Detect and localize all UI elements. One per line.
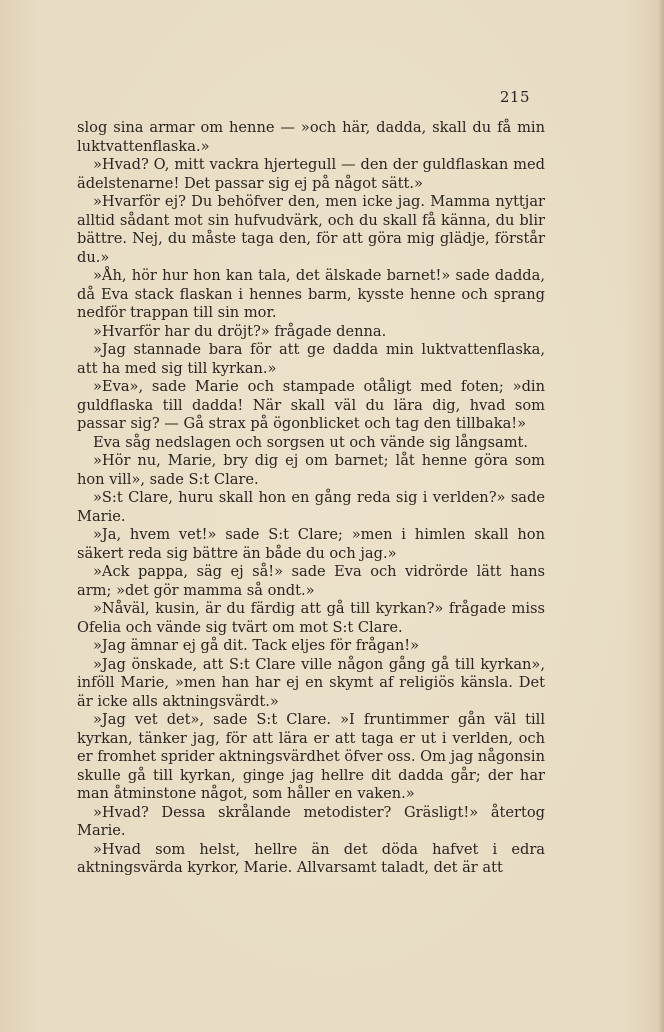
paragraph: »Eva», sade Marie och stampade otåligt med foten; »din guldflaska till dadda! När skall väl du lära dig, hvad som passar sig? — Gå strax på ögonblicket och tag den tillbaka!» bbox=[77, 378, 545, 432]
paragraph: »Hvad? Dessa skrålande metodister? Gräsligt!» återtog Marie. bbox=[77, 803, 545, 839]
paragraph: »Jag ämnar ej gå dit. Tack eljes för frågan!» bbox=[93, 637, 420, 654]
paragraph: »Hvarför ej? Du behöfver den, men icke jag. Mamma nyttjar alltid sådant mot sin hufvudvärk, och du skall få känna, du blir bättre. Nej, du måste taga den, för att göra mig glädje, förstår du.» bbox=[77, 193, 545, 266]
paragraph: »Nåväl, kusin, är du färdig att gå till kyrkan?» frågade miss Ofelia och vände sig tvärt om mot S:t Clare. bbox=[77, 600, 545, 636]
paragraph: slog sina armar om henne — »och här, dadda, skall du få min luktvattenflaska.» bbox=[77, 119, 545, 155]
paragraph: »Ack pappa, säg ej så!» sade Eva och vidrörde lätt hans arm; »det gör mamma så ondt.» bbox=[77, 563, 545, 599]
paragraph: »Hvad? O, mitt vackra hjertegull — den der guldflaskan med ädelstenarne! Det passar sig ej på något sätt.» bbox=[77, 156, 545, 192]
paragraph: »Hvad som helst, hellre än det döda hafvet i edra aktningsvärda kyrkor, Marie. Allvarsamt taladt, det är att bbox=[77, 840, 545, 876]
paragraph: Eva såg nedslagen och sorgsen ut och vände sig långsamt. bbox=[93, 433, 529, 451]
paragraph: »Jag önskade, att S:t Clare ville någon gång gå till kyrkan», inföll Marie, »men han har ej en skymt af religiös känsla. Det är icke alls aktningsvärdt.» bbox=[77, 655, 545, 710]
paragraph: »Jag stannade bara för att ge dadda min luktvattenflaska, att ha med sig till kyrkan.» bbox=[77, 341, 545, 377]
paragraph: »S:t Clare, huru skall hon en gång reda sig i verlden?» sade Marie. bbox=[77, 489, 545, 525]
paragraph: »Hvarför har du dröjt?» frågade denna. bbox=[93, 322, 387, 340]
page-edge-shadow bbox=[658, 0, 664, 1032]
paragraph: »Hör nu, Marie, bry dig ej om barnet; låt henne göra som hon vill», sade S:t Clare. bbox=[77, 452, 545, 488]
page-number: 215 bbox=[499, 88, 530, 106]
body-text bbox=[77, 119, 545, 878]
paragraph: »Ja, hvem vet!» sade S:t Clare; »men i himlen skall hon säkert reda sig bättre än både du och jag.» bbox=[77, 526, 545, 562]
paragraph: »Jag vet det», sade S:t Clare. »I fruntimmer gån väl till kyrkan, tänker jag, för att lära er att taga er ut i verlden, och er fromhet sprider aktningsvärdhet öfver oss. Om jag någonsin skulle gå till kyrkan, ginge jag hellre dit dadda går; der har man åtminstone något, som håller en vaken.» bbox=[77, 711, 545, 802]
paragraph: »Åh, hör hur hon kan tala, det älskade barnet!» sade dadda, då Eva stack flaskan i hennes barm, kysste henne och sprang nedför trappan till sin mor. bbox=[77, 267, 545, 321]
